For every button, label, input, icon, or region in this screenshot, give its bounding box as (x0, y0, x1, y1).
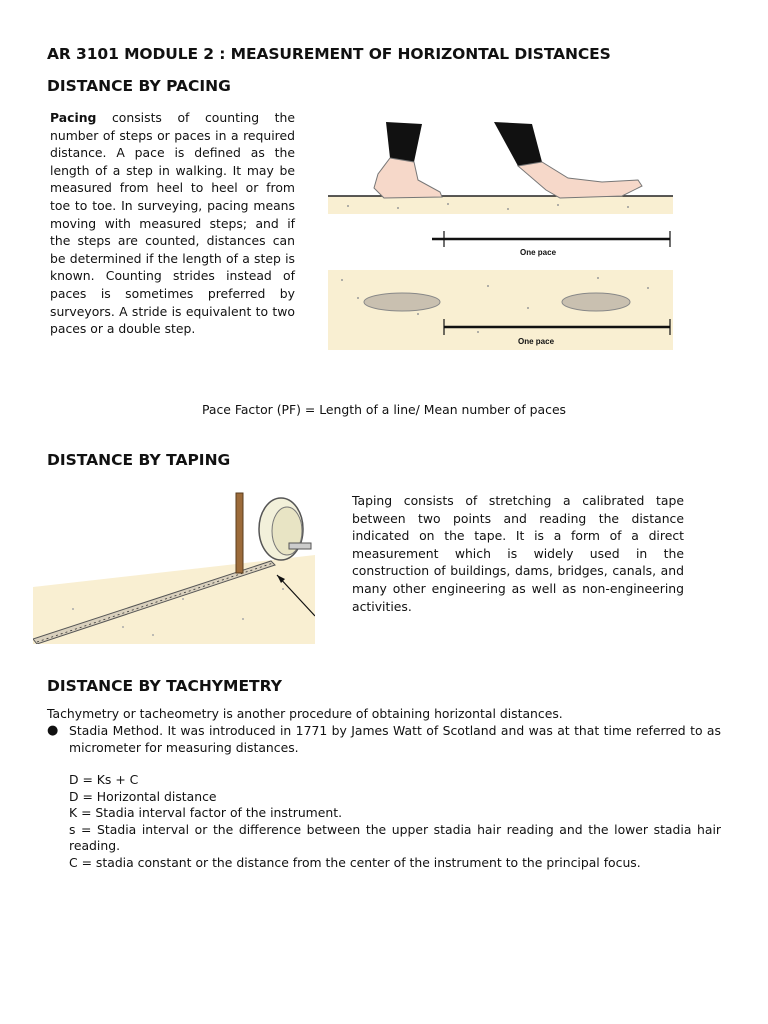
stadia-method-text: Stadia Method. It was introduced in 1771 by James Watt of Scotland and was at that time referred to as micrometer for measuring distances. (69, 723, 721, 755)
tachymetry-heading: DISTANCE BY TACHYMETRY (47, 677, 282, 695)
ground-strip (328, 196, 673, 214)
bullet-marker: ● (47, 723, 59, 738)
document-title: AR 3101 MODULE 2 : MEASUREMENT OF HORIZONTAL DISTANCES (47, 45, 611, 63)
formula-line: C = stadia constant or the distance from the center of the instrument to the principal focus. (69, 854, 641, 870)
pacing-heading: DISTANCE BY PACING (47, 77, 231, 95)
tachymetry-intro: Tachymetry or tacheometry is another procedure of obtaining horizontal distances. (47, 706, 563, 721)
pace-factor-formula: Pace Factor (PF) = Length of a line/ Mean number of paces (201, 402, 567, 417)
range-pole (236, 493, 243, 573)
reel-handle (289, 543, 311, 549)
pace-label-top: One pace (520, 248, 557, 257)
right-foot (518, 162, 642, 198)
stadia-method-bullet (47, 723, 721, 756)
pacing-paragraph (50, 109, 295, 338)
left-foot (374, 158, 442, 198)
right-leg-pants (494, 122, 542, 166)
formula-line: D = Horizontal distance (69, 788, 217, 804)
pace-label-bottom: One pace (518, 337, 555, 346)
pacing-figure (328, 118, 673, 350)
taping-figure (33, 489, 315, 644)
pacing-paragraph-text: consists of counting the number of steps or paces in a required distance. A pace is defined as the length of a step in walking. It may be measured from heel to heel or from toe to toe. In surveying, pacing means moving with measured steps; and if the steps are counted, distances can be determined if the length of a step is known. Counting strides instead of paces is sometimes preferred by surveyors. A stride is equivalent to two paces or a double step. (50, 110, 295, 337)
taping-illustration (33, 489, 315, 644)
pacing-term: Pacing (50, 110, 97, 125)
left-leg-pants (386, 122, 422, 162)
footprint-right (562, 293, 630, 311)
formula-line: D = Ks + C (69, 772, 139, 787)
formula-line: K = Stadia interval factor of the instrument. (69, 805, 343, 820)
stadia-formula-block (69, 772, 721, 871)
taping-heading: DISTANCE BY TAPING (47, 451, 231, 469)
footprint-strip (328, 270, 673, 350)
taping-paragraph: Taping consists of stretching a calibrated tape between two points and reading the distance indicated on the tape. It is a form of a direct measurement which is widely used in the construction of buildings, dams, bridges, canals, and many other engineering as well as non-engineering activities. (352, 493, 684, 614)
footprint-left (364, 293, 440, 311)
pacing-illustration (328, 118, 673, 350)
formula-line: s = Stadia interval or the difference between the upper stadia hair reading and the lower stadia hair reading. (69, 821, 721, 853)
